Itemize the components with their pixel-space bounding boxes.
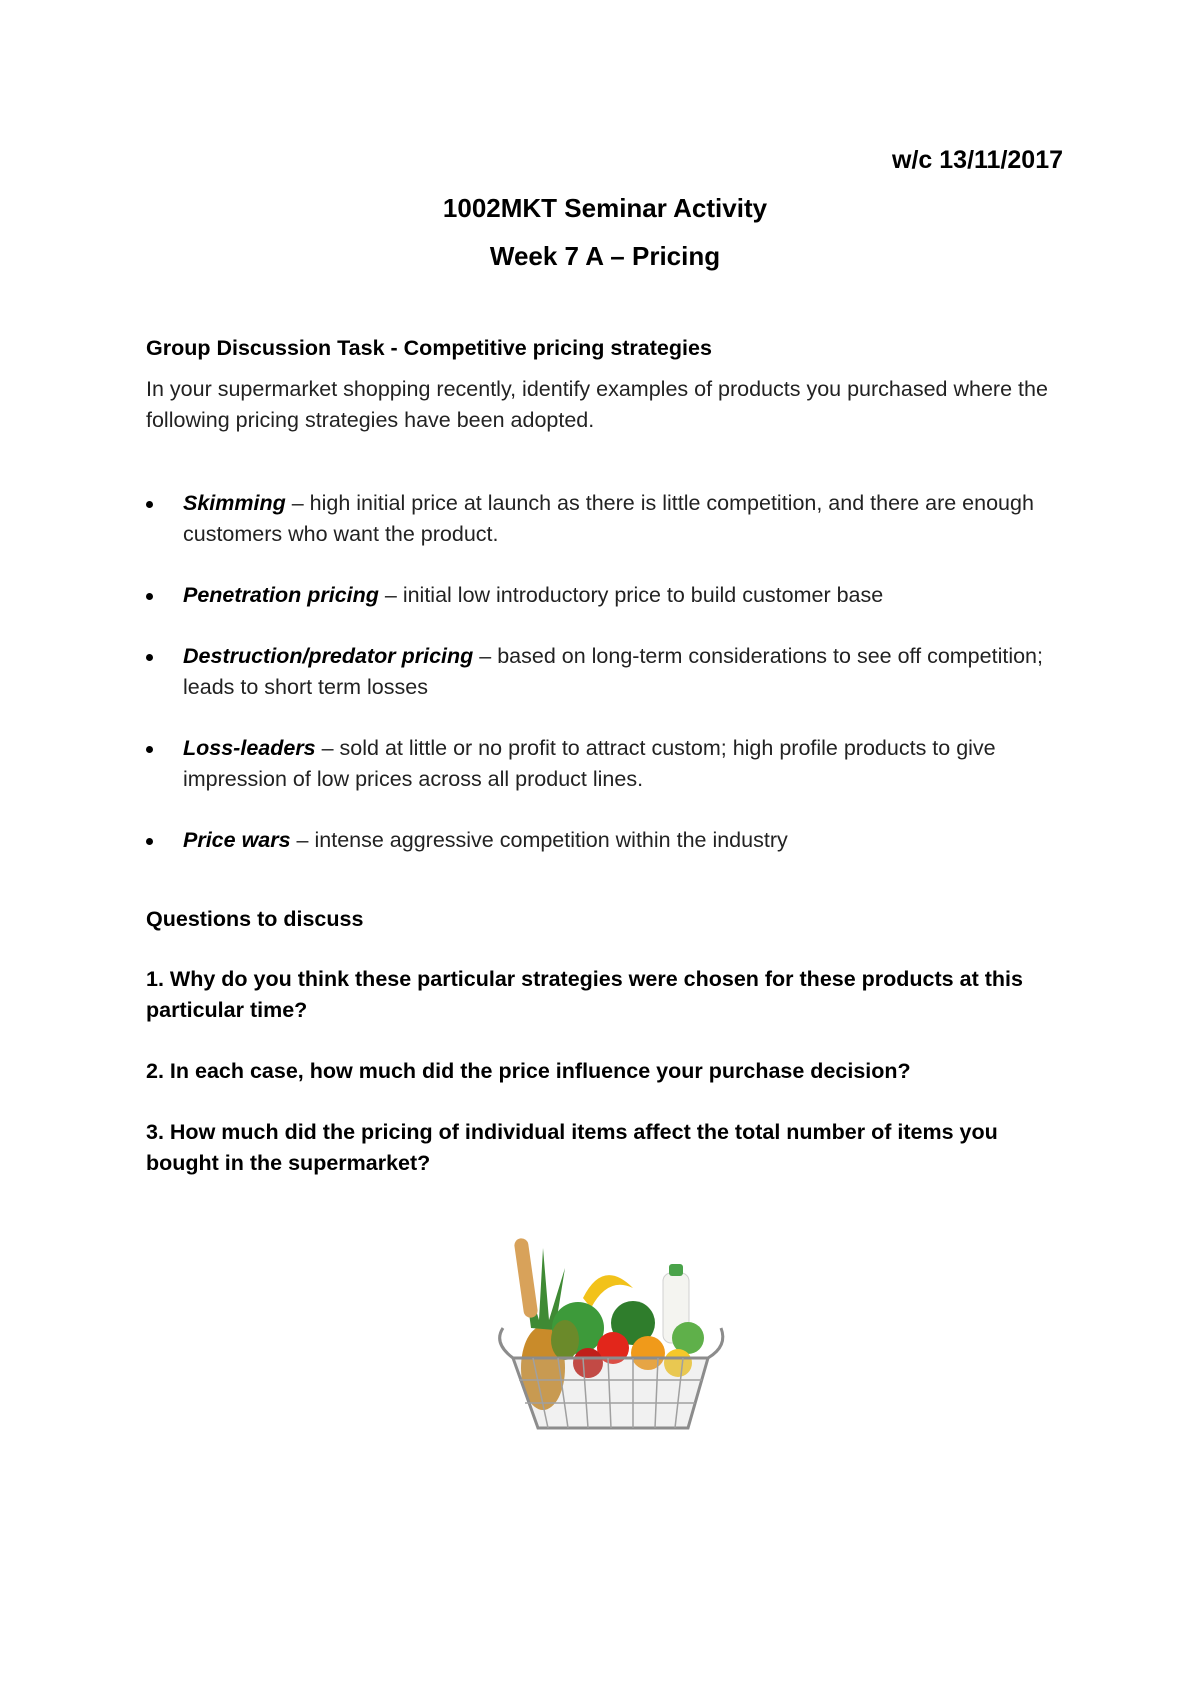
task-intro: In your supermarket shopping recently, identify examples of products you purchased where the following pricing strategies have been adopted. — [146, 377, 1048, 432]
strategy-item-penetration — [146, 580, 1076, 611]
questions-heading: Questions to discuss — [146, 907, 364, 931]
document-subtitle: Week 7 A – Pricing — [489, 241, 721, 271]
bullet-icon — [146, 838, 153, 845]
strategy-term: Penetration pricing — [183, 583, 379, 607]
strategy-term: Skimming — [183, 491, 286, 515]
bullet-icon — [146, 501, 153, 508]
strategy-description: – initial low introductory price to build customer base — [378, 583, 884, 607]
bread-shape — [514, 1237, 539, 1318]
milk-cap — [669, 1264, 683, 1276]
strategy-term: Loss-leaders — [183, 736, 316, 760]
basket-handle-right — [708, 1328, 723, 1358]
grocery-basket-image — [483, 1228, 733, 1438]
basket-handle-left — [500, 1328, 513, 1358]
question-item: 2. In each case, how much did the price influence your purchase decision? — [146, 1059, 911, 1083]
task-heading: Group Discussion Task - Competitive pricing strategies — [146, 336, 712, 360]
strategy-item-skimming — [146, 488, 1076, 550]
bullet-icon — [146, 593, 153, 600]
strategy-term: Price wars — [183, 828, 291, 852]
strategy-list — [146, 488, 1076, 886]
strategy-item-loss-leaders — [146, 733, 1076, 795]
strategy-description: – sold at little or no profit to attract custom; high profile products to give impression of low prices across all product lines. — [183, 736, 996, 791]
avocado-shape — [551, 1320, 579, 1360]
strategy-description: – intense aggressive competition within the industry — [290, 828, 788, 852]
question-item: 1. Why do you think these particular strategies were chosen for these products at this particular time? — [146, 967, 1023, 1022]
document-title: 1002MKT Seminar Activity — [442, 193, 768, 223]
strategy-item-destruction — [146, 641, 1076, 703]
strategy-description: – based on long-term considerations to see off competition; leads to short term losses — [183, 644, 1043, 699]
question-item: 3. How much did the pricing of individual items affect the total number of items you bought in the supermarket? — [146, 1120, 998, 1175]
strategy-description: – high initial price at launch as there is little competition, and there are enough customers who want the product. — [183, 491, 1034, 546]
document-date: w/c 13/11/2017 — [892, 146, 1063, 174]
strategy-term: Destruction/predator pricing — [183, 644, 474, 668]
strategy-item-price-wars — [146, 825, 1076, 856]
bullet-icon — [146, 654, 153, 661]
bullet-icon — [146, 746, 153, 753]
